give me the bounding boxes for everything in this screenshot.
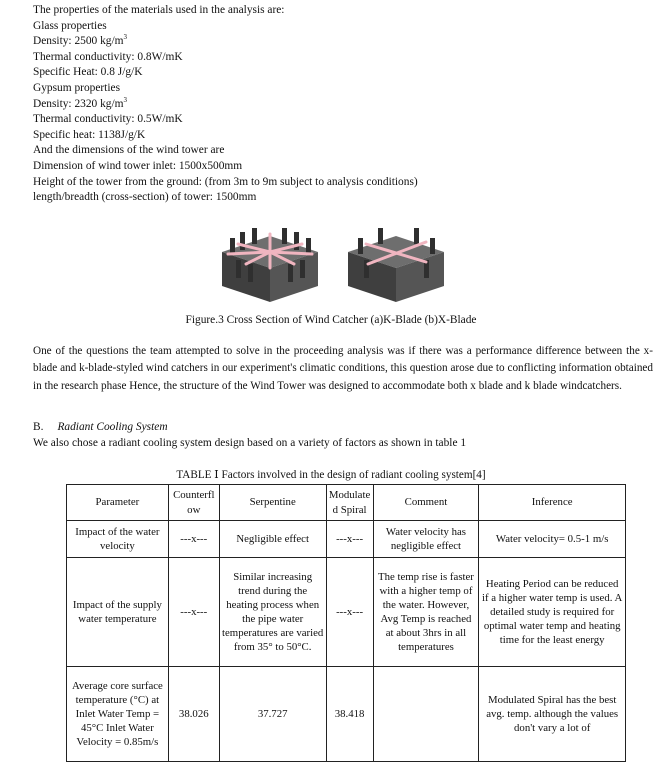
cell-counterflow: ---x---	[168, 521, 219, 558]
cell-modulated: 38.418	[326, 667, 373, 762]
cell-parameter: Average core surface temperature (°C) at Inlet Water Temp = 45°C Inlet Water Velocity = 0.85m/s	[67, 667, 169, 762]
cell-modulated: ---x---	[326, 521, 373, 558]
section-body: We also chose a radiant cooling system design based on a variety of factors as shown in table 1	[33, 437, 467, 449]
tower-inlet: Dimension of wind tower inlet: 1500x500mm	[33, 159, 243, 172]
header-modulated-line1: Modulate	[328, 489, 371, 502]
section-title: Radiant Cooling System	[57, 421, 168, 433]
cell-comment	[373, 667, 479, 762]
table-row	[67, 521, 626, 558]
cell-modulated: ---x---	[326, 558, 373, 667]
glass-density-exponent: 3	[123, 33, 127, 42]
table-row	[67, 667, 626, 762]
header-counterflow-line2: ow	[187, 503, 201, 516]
header-serpentine: Serpentine	[219, 485, 326, 521]
gypsum-density-exponent: 3	[123, 95, 127, 104]
material-properties	[33, 3, 653, 206]
cell-counterflow: ---x---	[168, 558, 219, 667]
factors-table	[66, 484, 626, 762]
glass-specific-heat: Specific Heat: 0.8 J/g/K	[33, 66, 143, 79]
cell-parameter: Impact of the water velocity	[67, 521, 169, 558]
x-blade-image	[348, 228, 444, 302]
tower-cross-section: length/breadth (cross-section) of tower: 1500mm	[33, 191, 257, 204]
k-blade-image	[222, 228, 318, 302]
glass-density-line	[33, 34, 653, 50]
header-modulated-spiral	[326, 485, 373, 521]
cell-parameter: Impact of the supply water temperature	[67, 558, 169, 667]
section-number: B.	[33, 421, 44, 433]
header-parameter: Parameter	[67, 485, 169, 521]
header-comment: Comment	[373, 485, 479, 521]
cell-serpentine: 37.727	[219, 667, 326, 762]
cell-serpentine: Similar increasing trend during the heating process when the pipe water temperatures are varied from 35° to 50°C.	[219, 558, 326, 667]
table-caption: TABLE Ⅰ Factors involved in the design of radiant cooling system[4]	[176, 469, 486, 481]
header-inference: Inference	[479, 485, 626, 521]
cell-inference: Water velocity= 0.5-1 m/s	[479, 521, 626, 558]
header-counterflow	[168, 485, 219, 521]
table-row	[67, 558, 626, 667]
tower-height: Height of the tower from the ground: (from 3m to 9m subject to analysis conditions)	[33, 175, 418, 188]
gypsum-heading: Gypsum properties	[33, 81, 120, 94]
gypsum-density-line	[33, 97, 653, 113]
header-counterflow-line1: Counterfl	[173, 489, 215, 502]
cell-comment: Water velocity has negligible effect	[373, 521, 479, 558]
gypsum-density: Density: 2320 kg/m	[33, 97, 124, 110]
figure-caption: Figure.3 Cross Section of Wind Catcher (a)K-Blade (b)X-Blade	[185, 314, 477, 326]
glass-conductivity: Thermal conductivity: 0.8W/mK	[33, 50, 183, 63]
section-heading	[33, 421, 168, 433]
cell-inference: Heating Period can be reduced if a higher water temp is used. A detailed study is required for optimal water temp and heating time for the least energy	[479, 558, 626, 667]
properties-intro: The properties of the materials used in the analysis are:	[33, 4, 285, 16]
wind-catcher-figure	[218, 222, 448, 302]
cell-counterflow: 38.026	[168, 667, 219, 762]
body-paragraph: One of the questions the team attempted to solve in the proceeding analysis was if there was a performance difference between the x-blade and k-blade-styled wind catchers in our experiment's climatic conditions, this question arose due to conflicting information obtained in the research phase Hence, the structure of the Wind Tower was designed to accommodate both x blade and k blade windcatchers.	[33, 345, 653, 392]
header-modulated-line2: d Spiral	[332, 503, 367, 516]
cell-inference: Modulated Spiral has the best avg. temp. although the values don't vary a lot of	[479, 667, 626, 762]
glass-density: Density: 2500 kg/m	[33, 35, 124, 48]
table-header-row	[67, 485, 626, 521]
gypsum-conductivity: Thermal conductivity: 0.5W/mK	[33, 113, 183, 126]
tower-intro: And the dimensions of the wind tower are	[33, 144, 225, 157]
cell-serpentine: Negligible effect	[219, 521, 326, 558]
glass-heading: Glass properties	[33, 19, 107, 32]
gypsum-specific-heat: Specific heat: 1138J/g/K	[33, 128, 146, 141]
cell-comment: The temp rise is faster with a higher temp of the water. However, Avg Temp is reached at about 3hrs in all temperatures	[373, 558, 479, 667]
